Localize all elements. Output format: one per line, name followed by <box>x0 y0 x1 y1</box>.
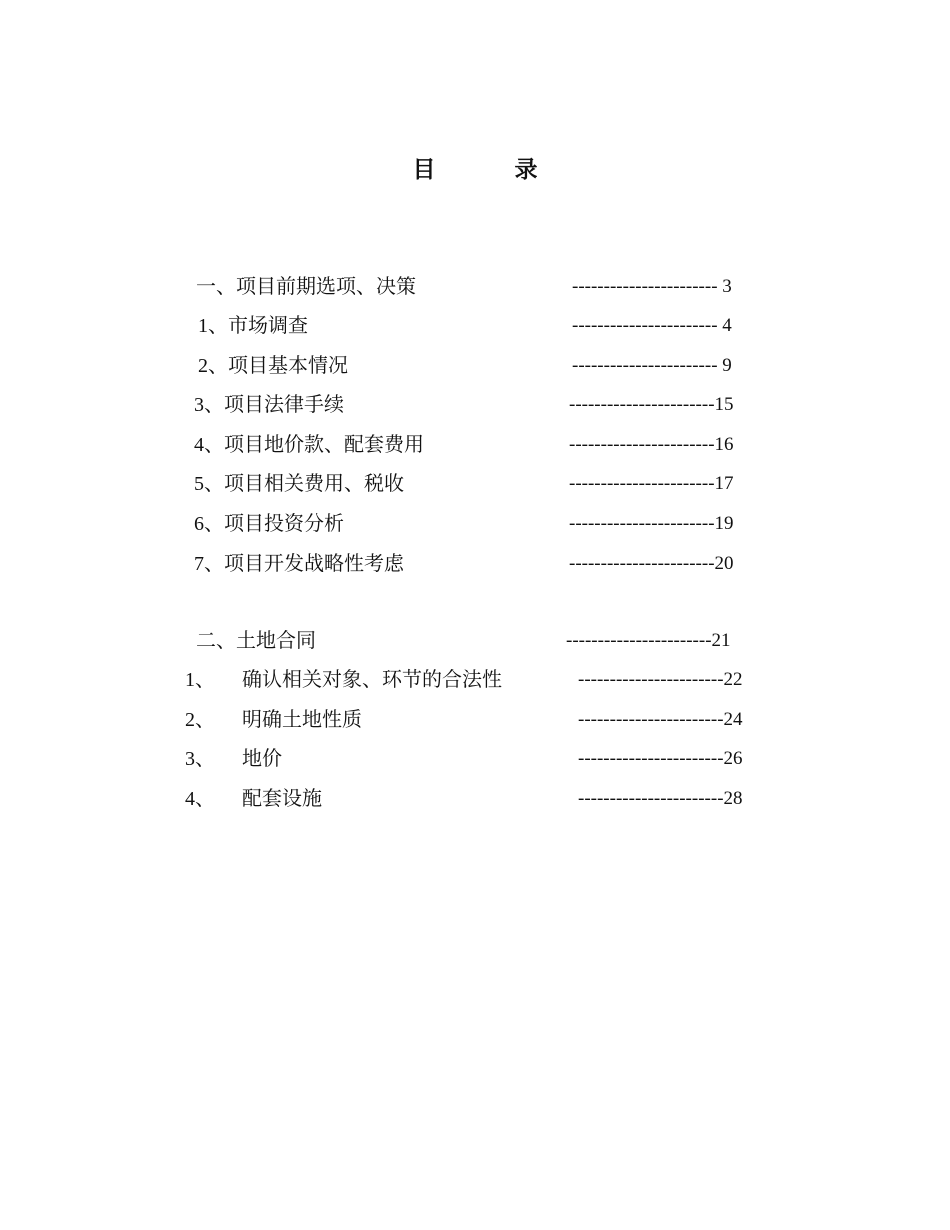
toc-entry: 地价 <box>242 748 282 770</box>
toc-leader: -----------------------22 <box>578 669 743 690</box>
toc-entry: 4、项目地价款、配套费用 <box>194 434 424 456</box>
toc-leader: ----------------------- 9 <box>572 355 732 376</box>
toc-entry: 明确土地性质 <box>242 709 362 731</box>
toc-entry: 7、项目开发战略性考虑 <box>194 553 404 575</box>
toc-entry: 确认相关对象、环节的合法性 <box>242 669 502 691</box>
toc-leader: -----------------------15 <box>569 394 734 415</box>
toc-entry-number: 4、 <box>185 788 215 810</box>
toc-entry-number: 2、 <box>185 709 215 731</box>
toc-entry: 5、项目相关费用、税收 <box>194 473 404 495</box>
toc-section-heading-2: 二、土地合同 <box>196 630 316 652</box>
toc-leader: -----------------------24 <box>578 709 743 730</box>
toc-entry: 2、项目基本情况 <box>198 355 348 377</box>
toc-entry-number: 3、 <box>185 748 215 770</box>
toc-entry: 3、项目法律手续 <box>194 394 344 416</box>
toc-entry: 6、项目投资分析 <box>194 513 344 535</box>
toc-leader-section-1: ----------------------- 3 <box>572 276 732 297</box>
toc-section-heading-1: 一、项目前期选项、决策 <box>196 276 416 298</box>
toc-leader-section-2: -----------------------21 <box>566 630 731 651</box>
toc-entry-number: 1、 <box>185 669 215 691</box>
page-title: 目 录 <box>412 157 566 182</box>
toc-entry: 1、市场调查 <box>198 315 308 337</box>
toc-entry: 配套设施 <box>242 788 322 810</box>
toc-leader: -----------------------26 <box>578 748 743 769</box>
toc-leader: -----------------------19 <box>569 513 734 534</box>
toc-leader: -----------------------17 <box>569 473 734 494</box>
toc-leader: ----------------------- 4 <box>572 315 732 336</box>
toc-leader: -----------------------20 <box>569 553 734 574</box>
toc-leader: -----------------------28 <box>578 788 743 809</box>
toc-leader: -----------------------16 <box>569 434 734 455</box>
